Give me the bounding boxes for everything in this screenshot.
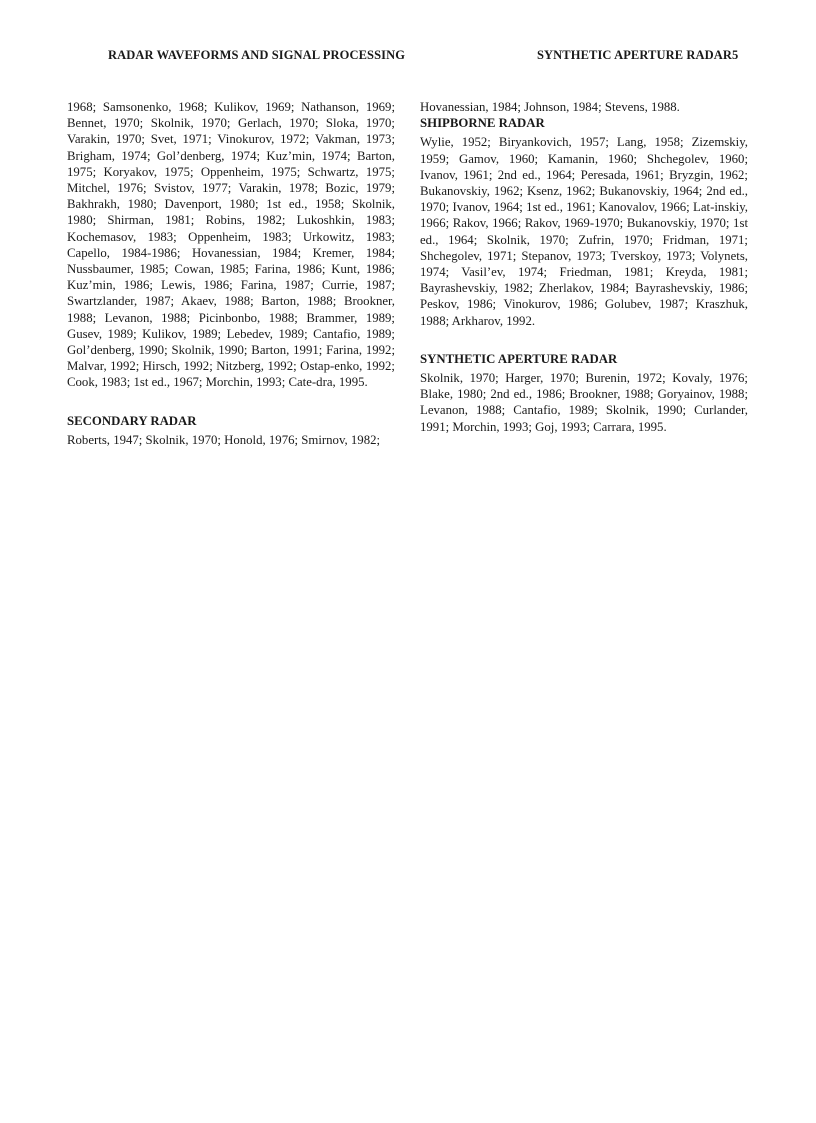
section-heading-secondary-radar: SECONDARY RADAR <box>67 413 197 428</box>
left-column <box>67 99 395 448</box>
shipborne-radar-references: Wylie, 1952; Biryankovich, 1957; Lang, 1958; Zizemskiy, 1959; Gamov, 1960; Kamanin, 1960; Shchegolev, 1960; Ivanov, 1961; 2nd ed., 1964; Peresada, 1961; Bryzgin, 1962; Bukanovskiy, 1962; Ksenz, 1962; Bukanovskiy, 1964; 2nd ed., 1970; Ivanov, 1964; 1st ed., 1961; Kanovalov, 1966; Lat-inskiy, 1966; Rakov, 1966; Rakov, 1969-1970; Bukanovskiy, 1970; 1st ed., 1964; Skolnik, 1970; Zufrin, 1970; Fridman, 1971; Shchegolev, 1971; Stepanov, 1973; Tverskoy, 1973; Volynets, 1974; Vasil’ev, 1974; Friedman, 1981; Kreyda, 1981; Bayrashevskiy, 1982; Zherlakov, 1984; Bayrashevskiy, 1986; Peskov, 1986; Vinokurov, 1986; Golubev, 1987; Kraszhuk, 1988; Arkharov, 1992. <box>420 135 748 328</box>
section-heading-shipborne-radar: SHIPBORNE RADAR <box>420 116 545 131</box>
running-head-right: SYNTHETIC APERTURE RADAR5 <box>537 48 739 62</box>
secondary-radar-references-continued: Hovanessian, 1984; Johnson, 1984; Stevens, 1988. <box>420 100 680 114</box>
intro-references: 1968; Samsonenko, 1968; Kulikov, 1969; Nathanson, 1969; Bennet, 1970; Skolnik, 1970; Gerlach, 1970; Sloka, 1970; Varakin, 1970; Svet, 1971; Vinokurov, 1972; Vakman, 1973; Brigham, 1974; Gol’denberg, 1974; Kuz’min, 1974; Barton, 1975; Koryakov, 1975; Oppenheim, 1975; Schwartz, 1975; Mitchel, 1976; Svistov, 1977; Varakin, 1978; Bozic, 1979; Bakhrakh, 1980; Davenport, 1980; 1st ed., 1958; Skolnik, 1980; Shirman, 1981; Robins, 1982; Lukoshkin, 1983; Kochemasov, 1983; Oppenheim, 1983; Urkowitz, 1983; Capello, 1984-1986; Hovanessian, 1984; Kremer, 1984; Nussbaumer, 1985; Cowan, 1985; Farina, 1986; Kunt, 1986; Kuz’min, 1986; Lewis, 1986; Farina, 1987; Currie, 1987; Swartzlander, 1987; Akaev, 1988; Barton, 1988; Brookner, 1988; Levanon, 1988; Picinbonbo, 1988; Brammer, 1989; Gusev, 1989; Kulikov, 1989; Lebedev, 1989; Cantafio, 1989; Gol’denberg, 1990; Skolnik, 1990; Barton, 1991; Farina, 1992; Malvar, 1992; Hirsch, 1992; Nitzberg, 1992; Ostap-enko, 1992; Cook, 1983; 1st ed., 1967; Morchin, 1993; Cate-dra, 1995. <box>67 100 395 390</box>
running-head-left: RADAR WAVEFORMS AND SIGNAL PROCESSING <box>108 48 406 62</box>
secondary-radar-references: Roberts, 1947; Skolnik, 1970; Honold, 1976; Smirnov, 1982; <box>67 432 381 447</box>
section-heading-synthetic-aperture-radar: SYNTHETIC APERTURE RADAR <box>420 351 618 366</box>
right-column <box>420 99 748 435</box>
synthetic-aperture-radar-references: Skolnik, 1970; Harger, 1970; Burenin, 1972; Kovaly, 1976; Blake, 1980; 2nd ed., 1986; Brookner, 1988; Goryainov, 1988; Levanon, 1988; Cantafio, 1989; Skolnik, 1990; Curlander, 1991; Morchin, 1993; Goj, 1993; Carrara, 1995. <box>420 371 748 434</box>
